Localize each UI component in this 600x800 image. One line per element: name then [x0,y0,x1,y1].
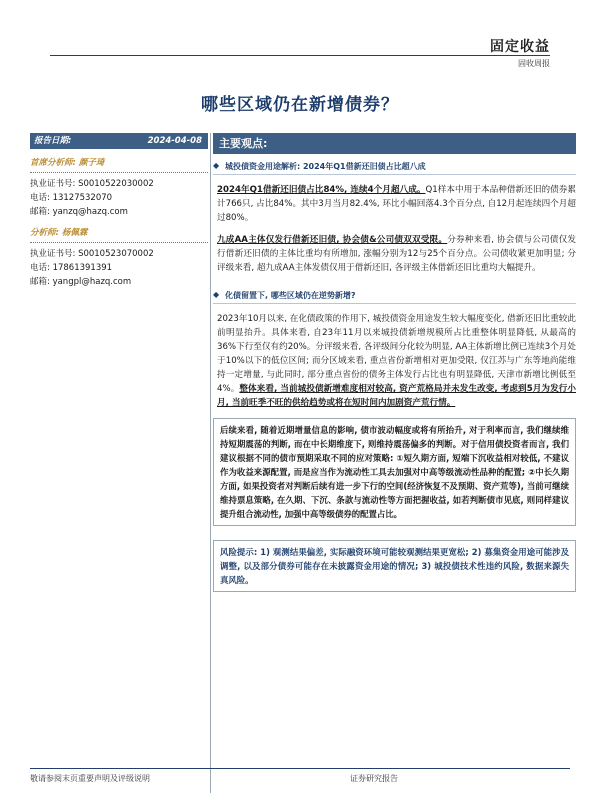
section2-heading: ◆ 化债留置下, 哪些区域仍在逆势新增? [213,289,576,304]
risk-box [213,540,576,592]
footer-divider [30,768,570,769]
section1-paragraph2 [217,233,576,275]
analyst-sidebar [30,133,208,289]
report-date-bar [30,133,208,149]
header-subtitle: 固收周报 [518,59,550,68]
column-divider [210,133,211,793]
analyst-phone: 电话: 17861391391 [30,263,113,273]
analyst-heading: 分析师: 杨佩霖 [30,228,88,238]
section2-text: 2023年10月以来, 在化债政策的作用下, 城投债资金用途发生较大幅度变化, 借新还旧比重较此前明显抬升。具体来看, 自23年11月以来城投债新增规模所占比重整体明显降低, 从最高的36%下行至仅有约20%。分评级来看, 各评级间分化较为明显, AA主体新增比例已连续3个月处于10%以下的低位区间; 而分区域来看, 重点省份新增相对更加受限, 仅江苏与广东等地尚能维持一定增量, 与此同时, 部分重点省份的债务主体发行占比也有明显降低, 天津市新增比例低至4%。 [217,314,576,394]
header-title: 固定收益 [490,39,550,55]
section1-p2-bold: 九成AA主体仅发行借新还旧债, 协会债&公司债双双受限。 [217,235,448,245]
chief-analyst-phone: 电话: 13127532070 [30,193,113,203]
main-content [213,133,576,592]
main-points-bar: 主要观点: [213,133,576,154]
divider [30,242,208,243]
risk-text: 1) 观测结果偏差, 实际融资环境可能较观测结果更宽松; 2) 募集资金用途可能涉及调整, 以及部分债券可能存在未披露资金用途的情况; 3) 城投债技术性违约风险, 数据来源失真风险。 [220,547,569,585]
header-divider [50,55,550,56]
risk-label: 风险提示: [220,547,258,557]
section1-p2-text: 分券种来看, 协会债与公司债仅发行借新还旧债的主体比重均有所增加, 涨幅分别为12与25个百分点。公司债收紧更加明显; 分评级来看, 超九成AA主体发债仅用于借新还旧, 各评级主体借新还旧比重均大幅提升。 [217,235,577,273]
section2-bold: 整体来看, 当前城投债新增难度相对较高, 资产荒格局并未发生改变, 考虑到5月为发行小月, 当前旺季不旺的供给趋势或将在短时间内加剧资产荒行情。 [217,384,576,408]
report-title: 哪些区域仍在新增债券？ [201,95,399,115]
footer-disclaimer: 敬请参阅末页重要声明及评级说明 [30,774,150,783]
section1-p1-bold: 2024年Q1借新还旧债占比84%, 连续4个月超八成。 [217,185,426,195]
chief-analyst-heading: 首席分析师: 颜子琦 [30,158,105,168]
chief-analyst-email: 邮箱: yanzq@hazq.com [30,207,128,217]
report-date-value: 2024-04-08 [147,135,202,146]
footer-report-type: 证券研究报告 [350,774,398,783]
section1-p1-text: Q1样本中用于本品种借新还旧的债券累计766只, 占比84%。其中3月当月82.4%, 环比小幅回落4.3个百分点, 自12月起连续四个月超过80%。 [217,185,576,223]
summary-box: 后续来看, 随着近期增量信息的影响, 债市波动幅度或将有所抬升, 对于利率而言, 我们继续维持短期震荡的判断, 而在中长期维度下, 则维持震荡偏多的判断。对于信用债投资者而言, 我们建议根据不同的债市预期采取不同的应对策略: ①短久期方面, 短端下沉收益相对较低, 不建议作为收益来源配置, 而是应当作为流动性工具去加强对中高等级流动性品种的配置; ②中长久期方面, 如果投资者对判断后续有进一步下行的空间(经济恢复不及预期、资产荒等), 当前可继续维持票息策略, 在久期、下沉、条款与流动性等方面把握收益, 如若判断债市见底, 则同样建议提升组合流动性, 加强中高等级债券的配置占比。 [213,418,576,526]
analyst-email: 邮箱: yangpl@hazq.com [30,277,132,287]
section1-heading: ◆ 城投债资金用途解析: 2024年Q1借新还旧债占比超八成 [213,160,576,175]
section1-paragraph1 [217,183,576,225]
report-date-label: 报告日期: [34,135,72,146]
divider [30,172,208,173]
section2-paragraph [217,312,576,410]
analyst-cert: 执业证书号: S0010523070002 [30,249,154,259]
chief-analyst-cert: 执业证书号: S0010522030002 [30,179,154,189]
